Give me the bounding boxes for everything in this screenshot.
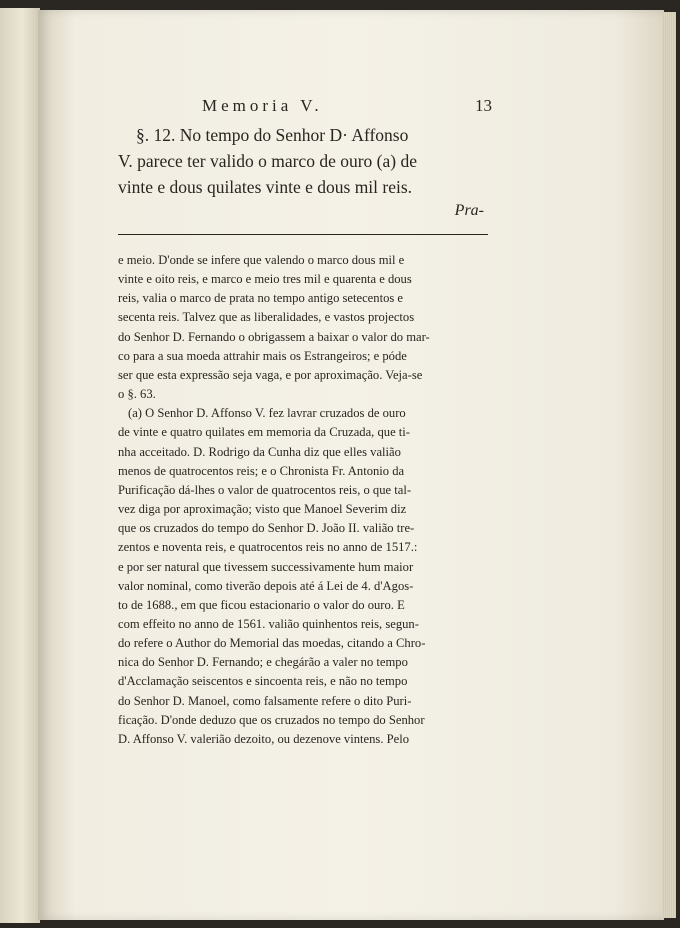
footnote-line: nica do Senhor D. Fernando; e chegárão a valer no tempo bbox=[118, 655, 408, 670]
footnote-line: vez diga por aproximação; visto que Manoel Severim diz bbox=[118, 502, 407, 517]
running-head-title: Memoria V. bbox=[202, 96, 323, 115]
catchword: Pra- bbox=[454, 202, 484, 219]
footnote-line: to de 1688., em que ficou estacionario o valor do ouro. E bbox=[118, 597, 405, 612]
footnote-line: vinte e oito reis, e marco e meio tres mil e quarenta e dous bbox=[118, 272, 412, 287]
footnote-line: de vinte e quatro quilates em memoria da Cruzada, que ti- bbox=[118, 425, 410, 440]
main-text-line: V. parece ter valido o marco de ouro (a) de bbox=[118, 151, 417, 171]
footnote-line: D. Affonso V. valerião dezoito, ou dezenove vintens. Pelo bbox=[118, 731, 410, 746]
footnote-line: que os cruzados do tempo do Senhor D. João II. valião tre- bbox=[118, 521, 415, 536]
footnote-line: Purificação dá-lhes o valor de quatrocentos reis, o que tal- bbox=[118, 482, 412, 497]
footnote-line: zentos e noventa reis, e quatrocentos reis no anno de 1517.: bbox=[118, 540, 418, 555]
footnotes bbox=[118, 251, 498, 749]
footnote-line: (a) O Senhor D. Affonso V. fez lavrar cruzados de ouro bbox=[128, 406, 406, 421]
footnote-line: com effeito no anno de 1561. valião quinhentos reis, segun- bbox=[118, 616, 419, 631]
footnote-line: secenta reis. Talvez que as liberalidades, e vastos projectos bbox=[118, 310, 415, 325]
footnote-line: o §. 63. bbox=[118, 387, 156, 402]
main-text-line: §. 12. No tempo do Senhor D· Affonso bbox=[136, 125, 409, 145]
footnote-rule bbox=[118, 234, 488, 235]
footnote-line: valor nominal, como tiverão depois até á Lei de 4. d'Agos- bbox=[118, 578, 414, 593]
footnote-line: e meio. D'onde se infere que valendo o marco dous mil e bbox=[118, 253, 405, 267]
page-number: 13 bbox=[475, 96, 492, 115]
footnote-line: nha acceitado. D. Rodrigo da Cunha diz que elles valião bbox=[118, 444, 401, 459]
running-head bbox=[118, 92, 500, 118]
footnote-line: d'Acclamação seiscentos e sincoenta reis, e não no tempo bbox=[118, 674, 408, 689]
main-text bbox=[118, 122, 488, 224]
footnote-line: menos de quatrocentos reis; e o Chronista Fr. Antonio da bbox=[118, 463, 405, 478]
footnote-line: ser que esta expressão seja vaga, e por aproximação. Veja-se bbox=[118, 367, 423, 382]
footnote-line: do Senhor D. Fernando o obrigassem a baixar o valor do mar- bbox=[118, 329, 430, 344]
footnote-line: ficação. D'onde deduzo que os cruzados no tempo do Senhor bbox=[118, 712, 425, 727]
footnote-line: co para a sua moeda attrahir mais os Estrangeiros; e póde bbox=[118, 348, 407, 363]
page-content bbox=[118, 92, 500, 749]
footnote-line: do Senhor D. Manoel, como falsamente refere o dito Puri- bbox=[118, 693, 412, 708]
previous-page-edge bbox=[0, 8, 40, 923]
footnote-line: e por ser natural que tivessem successivamente hum maior bbox=[118, 559, 414, 574]
footnote-line: reis, valia o marco de prata no tempo antigo setecentos e bbox=[118, 291, 404, 306]
main-text-line: vinte e dous quilates vinte e dous mil reis. bbox=[118, 177, 413, 197]
footnote-line: do refere o Author do Memorial das moedas, citando a Chro- bbox=[118, 636, 426, 651]
page-stack-edge bbox=[662, 12, 676, 918]
